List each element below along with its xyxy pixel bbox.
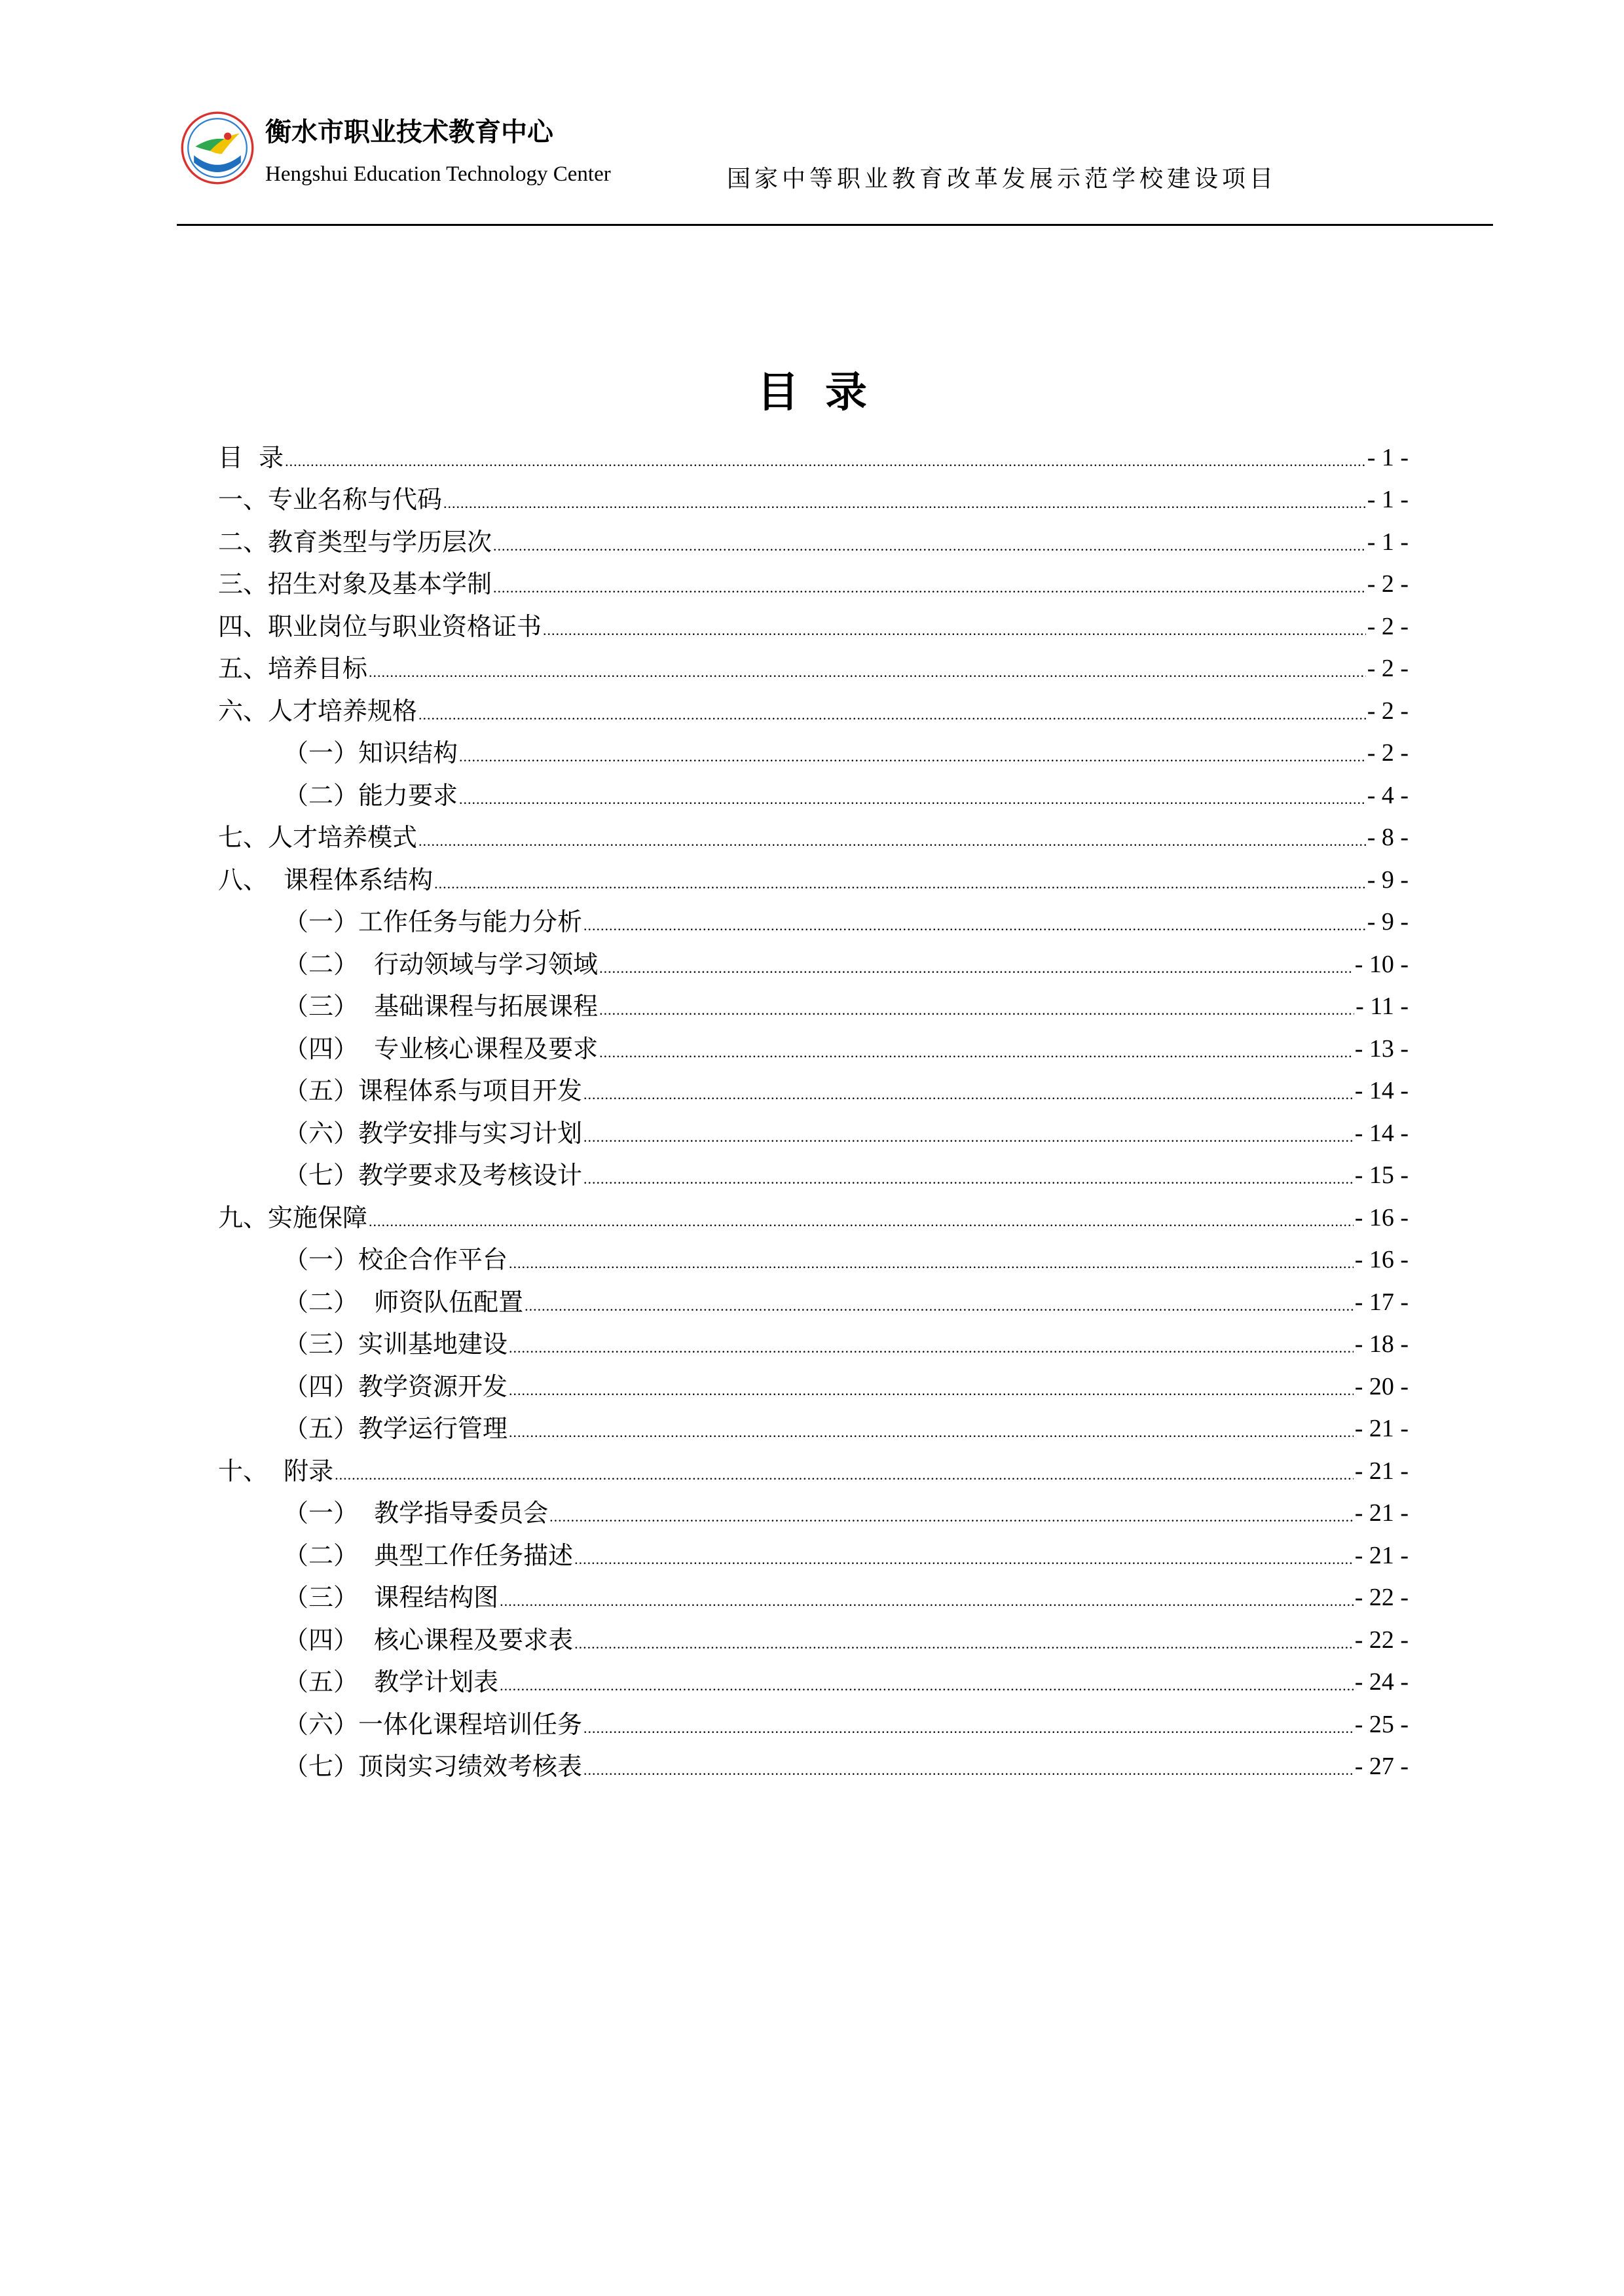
toc-entry[interactable] — [218, 727, 1409, 769]
toc-leader-dots — [509, 1383, 1354, 1398]
toc-entry[interactable] — [218, 431, 1409, 473]
toc-entry[interactable] — [218, 1360, 1409, 1402]
toc-entry[interactable] — [218, 515, 1409, 558]
toc-entry-page: - 21 - — [1354, 1415, 1409, 1442]
toc-entry[interactable] — [218, 1444, 1409, 1487]
toc-entry-page: - 17 - — [1354, 1288, 1409, 1316]
toc-entry[interactable] — [218, 1106, 1409, 1149]
toc-entry-page: - 21 - — [1354, 1499, 1409, 1527]
page-header — [177, 105, 1493, 229]
toc-leader-dots — [418, 708, 1366, 722]
organization-name-cn: 衡水市职业技术教育中心 — [265, 117, 553, 147]
toc-leader-dots — [599, 961, 1354, 975]
toc-leader-dots — [583, 1763, 1354, 1777]
toc-leader-dots — [493, 581, 1366, 595]
toc-entry-page: - 14 - — [1354, 1119, 1409, 1147]
toc-entry[interactable] — [218, 896, 1409, 938]
toc-entry[interactable] — [218, 1402, 1409, 1445]
toc-leader-dots — [443, 496, 1366, 511]
toc-entry-page: - 10 - — [1354, 950, 1409, 978]
toc-entry[interactable] — [218, 684, 1409, 727]
toc-entry[interactable] — [218, 1065, 1409, 1107]
toc-entry-page: - 2 - — [1367, 612, 1409, 640]
toc-leader-dots — [599, 1003, 1354, 1017]
toc-leader-dots — [459, 792, 1366, 807]
toc-entry-page: - 2 - — [1367, 570, 1409, 598]
toc-entry[interactable] — [218, 1698, 1409, 1740]
toc-entry-label: 目 录 — [218, 443, 284, 472]
school-logo-icon — [181, 111, 254, 185]
toc-entry[interactable] — [218, 1740, 1409, 1783]
toc-entry-label: （七）教学要求及考核设计 — [284, 1161, 583, 1190]
toc-entry-page: - 22 - — [1354, 1584, 1409, 1611]
toc-leader-dots — [574, 1552, 1354, 1567]
toc-entry-label: 七、人才培养模式 — [218, 823, 418, 852]
toc-entry-page: - 16 - — [1354, 1246, 1409, 1273]
toc-entry[interactable] — [218, 1318, 1409, 1360]
toc-leader-dots — [583, 919, 1366, 933]
toc-entry[interactable] — [218, 938, 1409, 980]
toc-entry-label: 四、职业岗位与职业资格证书 — [218, 611, 542, 641]
toc-entry[interactable] — [218, 1656, 1409, 1698]
toc-entry-page: - 14 - — [1354, 1077, 1409, 1104]
toc-entry-page: - 21 - — [1354, 1541, 1409, 1569]
toc-leader-dots — [599, 1046, 1354, 1060]
toc-leader-dots — [543, 623, 1366, 638]
toc-entry-label: （四） 核心课程及要求表 — [284, 1625, 574, 1654]
toc-entry-page: - 20 - — [1354, 1372, 1409, 1400]
toc-entry-page: - 22 - — [1354, 1626, 1409, 1654]
toc-entry[interactable] — [218, 473, 1409, 516]
toc-entry[interactable] — [218, 1613, 1409, 1656]
toc-leader-dots — [525, 1299, 1354, 1313]
project-name: 国家中等职业教育改革发展示范学校建设项目 — [727, 166, 1278, 192]
toc-leader-dots — [549, 1510, 1354, 1524]
toc-leader-dots — [369, 1214, 1354, 1229]
toc-entry-page: - 2 - — [1367, 739, 1409, 767]
toc-entry-page: - 2 - — [1367, 655, 1409, 682]
toc-entry-label: （四）教学资源开发 — [284, 1372, 508, 1401]
toc-leader-dots — [583, 1087, 1354, 1102]
toc-entry-label: （四） 专业核心课程及要求 — [284, 1034, 599, 1063]
toc-leader-dots — [493, 539, 1366, 553]
toc-entry[interactable] — [218, 1571, 1409, 1614]
toc-entry-page: - 24 - — [1354, 1668, 1409, 1696]
toc-entry[interactable] — [218, 769, 1409, 811]
toc-entry-page: - 2 - — [1367, 697, 1409, 725]
toc-entry-page: - 9 - — [1367, 908, 1409, 936]
toc-entry-label: 二、教育类型与学历层次 — [218, 527, 492, 556]
toc-entry-label: （一） 教学指导委员会 — [284, 1499, 549, 1527]
toc-entry-label: （二） 行动领域与学习领域 — [284, 949, 599, 979]
toc-entry-label: （二） 师资队伍配置 — [284, 1287, 524, 1317]
toc-leader-dots — [369, 665, 1366, 680]
toc-entry-label: （二）能力要求 — [284, 780, 458, 810]
toc-entry-page: - 11 - — [1356, 993, 1409, 1020]
toc-title: 目录 — [757, 369, 893, 417]
toc-entry-page: - 27 - — [1354, 1753, 1409, 1780]
toc-leader-dots — [574, 1637, 1354, 1651]
toc-entry-label: （二） 典型工作任务描述 — [284, 1540, 574, 1570]
toc-entry-label: 六、人才培养规格 — [218, 696, 418, 725]
toc-entry-page: - 25 - — [1354, 1710, 1409, 1738]
toc-entry-label: 五、培养目标 — [218, 654, 368, 683]
toc-entry[interactable] — [218, 1529, 1409, 1571]
toc-entry-label: 一、专业名称与代码 — [218, 485, 443, 514]
toc-entry-page: - 13 - — [1354, 1034, 1409, 1063]
toc-entry-page: - 1 - — [1367, 443, 1409, 471]
toc-entry[interactable] — [218, 853, 1409, 896]
toc-leader-dots — [285, 454, 1366, 469]
toc-entry[interactable] — [218, 1275, 1409, 1318]
toc-entry-page: - 21 - — [1354, 1457, 1409, 1485]
toc-entry-label: 九、实施保障 — [218, 1203, 368, 1232]
toc-entry[interactable] — [218, 600, 1409, 642]
organization-name-en: Hengshui Education Technology Center — [265, 162, 611, 186]
toc-leader-dots — [418, 834, 1366, 848]
toc-leader-dots — [509, 1256, 1354, 1271]
toc-entry-page: - 8 - — [1367, 824, 1409, 851]
toc-entry-page: - 1 - — [1367, 528, 1409, 556]
toc-leader-dots — [434, 877, 1366, 891]
toc-entry[interactable] — [218, 642, 1409, 685]
toc-leader-dots — [583, 1721, 1354, 1736]
toc-entry[interactable] — [218, 1191, 1409, 1233]
toc-entry[interactable] — [218, 558, 1409, 600]
toc-entry-label: （六）教学安排与实习计划 — [284, 1118, 583, 1148]
toc-entry-page: - 16 - — [1354, 1203, 1409, 1231]
toc-entry-label: （一）校企合作平台 — [284, 1245, 508, 1274]
toc-leader-dots — [583, 1130, 1354, 1144]
toc-entry-label: （三）实训基地建设 — [284, 1330, 508, 1358]
toc-entry-page: - 15 - — [1354, 1161, 1409, 1189]
toc-entry-label: 十、 附录 — [218, 1456, 334, 1485]
toc-entry-label: （三） 课程结构图 — [284, 1583, 499, 1612]
toc-entry-page: - 18 - — [1354, 1330, 1409, 1358]
toc-leader-dots — [509, 1341, 1354, 1355]
toc-entry-label: 八、 课程体系结构 — [218, 865, 434, 894]
toc-entry-page: - 9 - — [1367, 866, 1409, 894]
toc-entry-page: - 1 - — [1367, 486, 1409, 513]
toc-leader-dots — [583, 1172, 1354, 1186]
toc-entry-label: （七）顶岗实习绩效考核表 — [284, 1752, 583, 1781]
toc-leader-dots — [500, 1679, 1354, 1693]
toc-leader-dots — [500, 1594, 1354, 1609]
toc-entry-label: （五） 教学计划表 — [284, 1667, 499, 1696]
toc-entry-label: （五）课程体系与项目开发 — [284, 1076, 583, 1105]
toc-entry-label: （五）教学运行管理 — [284, 1414, 508, 1443]
toc-leader-dots — [509, 1425, 1354, 1440]
toc-entry[interactable] — [218, 1149, 1409, 1192]
table-of-contents — [218, 431, 1409, 1782]
toc-entry-label: （六）一体化课程培训任务 — [284, 1709, 583, 1739]
toc-entry[interactable] — [218, 1022, 1409, 1065]
toc-leader-dots — [335, 1468, 1354, 1482]
toc-entry[interactable] — [218, 1487, 1409, 1529]
toc-entry-label: （三） 基础课程与拓展课程 — [284, 992, 599, 1021]
toc-leader-dots — [459, 750, 1366, 764]
toc-entry[interactable] — [218, 811, 1409, 854]
toc-entry-label: （一）知识结构 — [284, 738, 458, 767]
toc-entry-label: （一）工作任务与能力分析 — [284, 907, 583, 936]
toc-entry[interactable] — [218, 1233, 1409, 1276]
toc-entry-label: 三、招生对象及基本学制 — [218, 570, 492, 598]
header-rule — [177, 224, 1493, 226]
toc-entry-page: - 4 - — [1367, 781, 1409, 809]
toc-entry[interactable] — [218, 980, 1409, 1023]
